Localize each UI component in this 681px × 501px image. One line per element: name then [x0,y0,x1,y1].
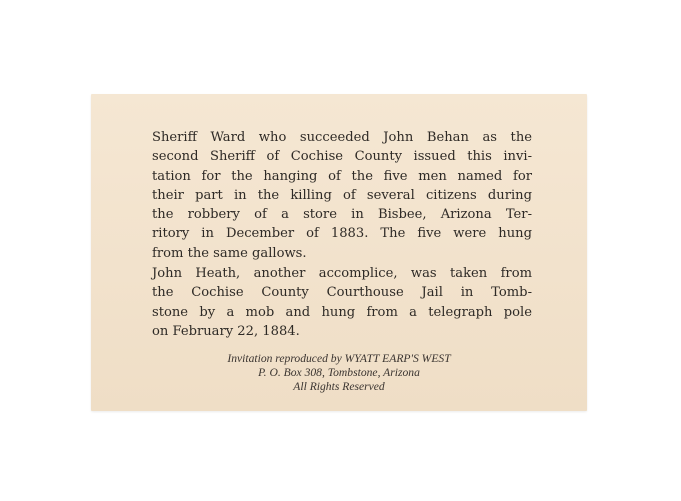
history-paragraph [152,128,532,263]
paragraph-line: on February 22, 1884. [152,323,300,339]
paragraph-line: from the same gallows. [152,245,307,261]
paragraph-line: John Heath, another accomplice, was taken from [152,266,532,281]
paragraph-line: their part in the killing of several citizens during [152,187,532,203]
paragraph-line: ritory in December of 1883. The five were hung [152,226,532,242]
paragraph-line: stone by a mob and hung from a telegraph pole [152,304,532,320]
paragraph-line: Sheriff Ward who succeeded John Behan as the [152,130,532,145]
invitation-card [91,94,587,411]
paragraph-line: the robbery of a store in Bisbee, Arizona Ter- [152,207,532,223]
publisher-credit [91,352,587,394]
paragraph-line: the Cochise County Courthouse Jail in Tomb- [152,285,532,301]
rights-line: All Rights Reserved [293,380,385,393]
paragraph-line: second Sheriff of Cochise County issued this invi- [152,149,532,165]
address-line: P. O. Box 308, Tombstone, Arizona [258,366,420,379]
credit-line: Invitation reproduced by WYATT EARP'S WEST [227,352,451,365]
paragraph-line: tation for the hanging of the five men named for [152,168,532,184]
accomplice-paragraph [152,264,532,341]
